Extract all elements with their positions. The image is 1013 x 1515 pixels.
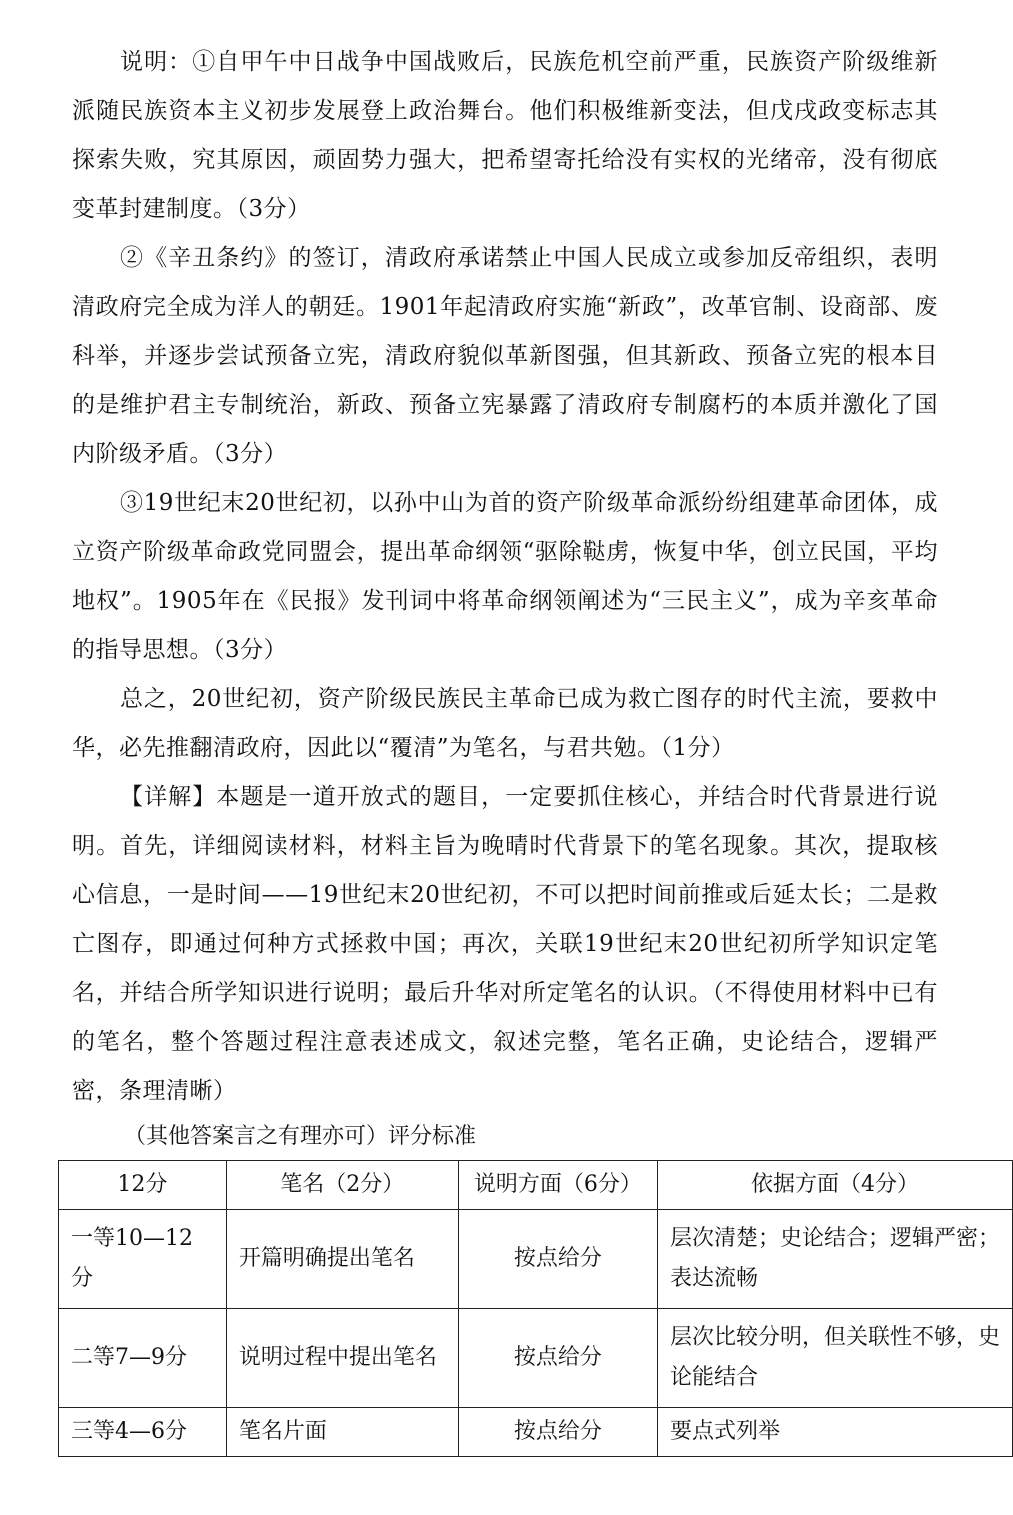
table-cell: 按点给分 [458,1309,657,1408]
table-cell: 开篇明确提出笔名 [226,1210,458,1309]
table-cell: 要点式列举 [657,1408,1012,1457]
table-cell: 按点给分 [458,1408,657,1457]
table-header-row [59,1161,1013,1210]
scoring-table [58,1160,1013,1457]
paragraph-conclusion: 总之，20世纪初，资产阶级民族民主革命已成为救亡图存的时代主流，要救中华，必先推翻清政府，因此以“覆清”为笔名，与君共勉。（1分） [72,686,938,761]
table-header-cell: 依据方面（4分） [657,1161,1012,1210]
table-cell [657,1309,1012,1408]
paragraph-explanation-2: ②《辛丑条约》的签订，清政府承诺禁止中国人民成立或参加反帝组织，表明清政府完全成为洋人的朝廷。1901年起清政府实施“新政”，改革官制、设商部、废科举，并逐步尝试预备立宪，清政府貌似革新图强，但其新政、预备立宪的根本目的是维护君主专制统治，新政、预备立宪暴露了清政府专制腐朽的本质并激化了国内阶级矛盾。（3分） [72,245,938,467]
table-row [59,1210,1013,1309]
table-row [59,1309,1013,1408]
table-cell [657,1210,1012,1309]
table-cell: 按点给分 [458,1210,657,1309]
table-cell: 二等7—9分 [59,1309,227,1408]
table-cell: 笔名片面 [226,1408,458,1457]
table-header-cell: 说明方面（6分） [458,1161,657,1210]
table-cell: 说明过程中提出笔名 [226,1309,458,1408]
table-cell: 三等4—6分 [59,1408,227,1457]
table-cell: 一等10—12分 [59,1210,227,1309]
table-cell-text: 层次比较分明，但关联性不够，史论能结合 [669,1325,1000,1390]
table-row [59,1408,1013,1457]
table-header-cell: 笔名（2分） [226,1161,458,1210]
scoring-note: （其他答案言之有理亦可）评分标准 [124,1124,477,1149]
paragraph-detailed-analysis: 【详解】本题是一道开放式的题目，一定要抓住核心，并结合时代背景进行说明。首先，详细阅读材料，材料主旨为晚晴时代背景下的笔名现象。其次，提取核心信息，一是时间——19世纪末20世纪初，不可以把时间前推或后延太长；二是救亡图存，即通过何种方式拯救中国；再次，关联19世纪末20世纪初所学知识定笔名，并结合所学知识进行说明；最后升华对所定笔名的认识。（不得使用材料中已有的笔名，整个答题过程注意表述成文，叙述完整，笔名正确，史论结合，逻辑严密，条理清晰） [72,784,938,1104]
table-cell-text: 层次清楚；史论结合；逻辑严密；表达流畅 [669,1226,1000,1291]
table-header-cell: 12分 [59,1161,227,1210]
paragraph-explanation-1: 说明：①自甲午中日战争中国战败后，民族危机空前严重，民族资产阶级维新派随民族资本主义初步发展登上政治舞台。他们积极维新变法，但戊戌政变标志其探索失败，究其原因，顽固势力强大，把希望寄托给没有实权的光绪帝，没有彻底变革封建制度。（3分） [72,49,938,222]
paragraph-explanation-3: ③19世纪末20世纪初，以孙中山为首的资产阶级革命派纷纷组建革命团体，成立资产阶级革命政党同盟会，提出革命纲领“驱除鞑虏，恢复中华，创立民国，平均地权”。1905年在《民报》发刊词中将革命纲领阐述为“三民主义”，成为辛亥革命的指导思想。（3分） [72,490,938,663]
